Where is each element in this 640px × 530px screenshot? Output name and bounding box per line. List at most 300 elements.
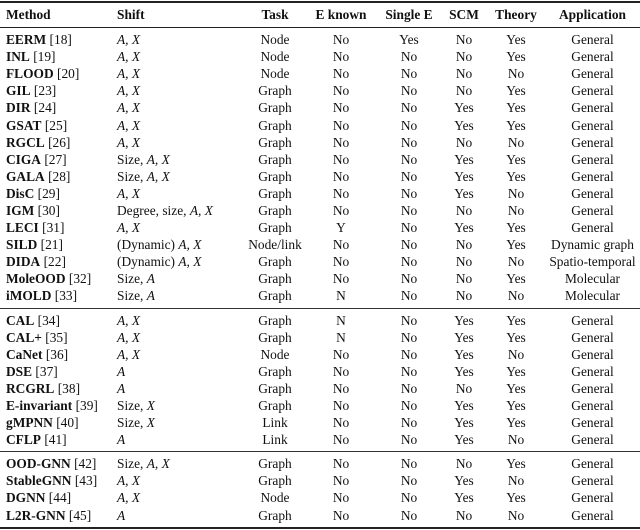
method-name: StableGNN (6, 473, 72, 489)
scm-cell: No (455, 134, 473, 150)
shift-variables: A, X (178, 254, 202, 270)
application-cell: General (571, 346, 614, 362)
theory-cell: Yes (506, 312, 526, 328)
application-cell: General (571, 134, 614, 150)
method-citation: [37] (35, 363, 58, 379)
theory-cell: No (507, 185, 525, 201)
shift-variables: A, X (189, 202, 213, 218)
table-row (0, 397, 640, 414)
task-cell: Graph (258, 151, 292, 167)
task-cell: Node (260, 346, 290, 362)
method-cell (0, 452, 117, 473)
method-citation: [28] (48, 168, 71, 184)
method-citation: [36] (45, 346, 69, 362)
shift-cell (117, 452, 245, 473)
table-row (0, 134, 640, 151)
theory-cell: No (507, 66, 525, 82)
table-row (0, 28, 640, 49)
e-known-cell: No (332, 237, 350, 253)
application-cell: General (571, 415, 614, 431)
scm-cell: No (455, 237, 473, 253)
task-cell: Graph (258, 168, 292, 184)
application-cell: General (571, 507, 614, 523)
application-cell: General (571, 432, 614, 448)
shift-variables: A (117, 507, 126, 523)
method-name: CFLP (6, 432, 41, 448)
shift-variables: A, X (117, 312, 141, 328)
method-cell (0, 489, 117, 506)
shift-prefix: (Dynamic) (117, 237, 179, 253)
method-citation: [43] (74, 473, 98, 489)
method-cell (0, 507, 117, 528)
shift-variables: A (117, 380, 126, 396)
single-e-cell: No (400, 220, 418, 236)
table-row (0, 202, 640, 219)
application-cell: Molecular (564, 271, 621, 287)
application-cell: General (571, 456, 614, 472)
task-cell: Graph (258, 288, 292, 304)
task-cell: Graph (258, 329, 292, 345)
application-cell: General (571, 100, 614, 116)
theory-cell: Yes (506, 398, 526, 414)
single-e-cell: No (400, 363, 418, 379)
task-cell: Graph (258, 456, 292, 472)
method-citation: [30] (37, 202, 60, 218)
shift-prefix: (Dynamic) (117, 254, 179, 270)
table-row (0, 329, 640, 346)
method-name: EERM (6, 32, 47, 48)
method-name: IGM (6, 202, 35, 218)
table-row (0, 185, 640, 202)
shift-variables: A (117, 363, 126, 379)
method-cell (0, 116, 117, 133)
e-known-cell: No (332, 83, 350, 99)
shift-cell (117, 219, 245, 236)
single-e-cell: No (400, 271, 418, 287)
method-citation: [45] (68, 507, 92, 523)
shift-cell (117, 346, 245, 363)
method-citation: [22] (43, 254, 66, 270)
scm-cell: Yes (454, 100, 474, 116)
theory-cell: Yes (506, 168, 526, 184)
shift-variables: A, X (146, 151, 170, 167)
e-known-cell: No (332, 363, 350, 379)
e-known-cell: No (332, 202, 350, 218)
scm-cell: No (455, 254, 473, 270)
header-row (0, 2, 640, 28)
e-known-cell: No (332, 254, 350, 270)
method-name: GSAT (6, 117, 42, 133)
shift-variables: A, X (117, 185, 141, 201)
e-known-cell: No (332, 134, 350, 150)
single-e-cell: No (400, 432, 418, 448)
table-row (0, 414, 640, 431)
shift-cell (117, 472, 245, 489)
shift-cell (117, 48, 245, 65)
application-cell: General (571, 363, 614, 379)
header-method: Method (6, 7, 51, 22)
shift-prefix: Size, (117, 168, 147, 184)
shift-variables: A, X (146, 456, 170, 472)
shift-cell (117, 99, 245, 116)
scm-cell: No (455, 32, 473, 48)
task-cell: Graph (258, 473, 292, 489)
task-cell: Graph (258, 380, 292, 396)
application-cell: Dynamic graph (551, 237, 634, 253)
method-citation: [26] (48, 134, 71, 150)
application-cell: General (571, 66, 614, 82)
application-cell: General (571, 117, 614, 133)
scm-cell: No (455, 66, 473, 82)
method-citation: [38] (57, 380, 81, 396)
method-cell (0, 134, 117, 151)
method-cell (0, 82, 117, 99)
shift-cell (117, 28, 245, 49)
shift-variables: A, X (117, 134, 141, 150)
theory-cell: Yes (506, 271, 526, 287)
e-known-cell: N (336, 288, 346, 304)
application-cell: General (571, 473, 614, 489)
scm-cell: Yes (454, 220, 474, 236)
theory-cell: No (507, 202, 525, 218)
e-known-cell: No (332, 432, 350, 448)
single-e-cell: No (400, 398, 418, 414)
shift-variables: A, X (117, 49, 141, 65)
single-e-cell: No (400, 151, 418, 167)
shift-variables: A, X (117, 346, 141, 362)
method-name: E-invariant (6, 398, 73, 414)
task-cell: Graph (258, 312, 292, 328)
method-cell (0, 253, 117, 270)
table-row (0, 236, 640, 253)
shift-cell (117, 202, 245, 219)
table-row (0, 452, 640, 473)
header-task: Task (261, 7, 289, 22)
method-citation: [18] (49, 32, 72, 48)
single-e-cell: No (400, 346, 418, 362)
single-e-cell: No (400, 100, 418, 116)
method-cell (0, 414, 117, 431)
method-citation: [25] (44, 117, 68, 133)
e-known-cell: N (336, 329, 346, 345)
single-e-cell: No (400, 312, 418, 328)
shift-cell (117, 236, 245, 253)
table-row (0, 346, 640, 363)
e-known-cell: No (332, 32, 350, 48)
single-e-cell: No (400, 237, 418, 253)
shift-cell (117, 151, 245, 168)
table-row (0, 380, 640, 397)
method-citation: [29] (37, 185, 60, 201)
method-citation: [34] (37, 312, 60, 328)
e-known-cell: No (332, 380, 350, 396)
method-name: DSE (6, 363, 33, 379)
e-known-cell: No (332, 49, 350, 65)
table-row (0, 472, 640, 489)
method-citation: [31] (42, 220, 65, 236)
application-cell: General (571, 220, 614, 236)
method-name: iMOLD (6, 288, 52, 304)
shift-variables: A, X (117, 473, 141, 489)
header-application: Application (559, 7, 626, 22)
method-group (0, 452, 640, 528)
shift-cell (117, 65, 245, 82)
single-e-cell: No (400, 202, 418, 218)
method-name: DIDA (6, 254, 41, 270)
application-cell: General (571, 32, 614, 48)
method-name: RCGRL (6, 380, 55, 396)
theory-cell: Yes (506, 151, 526, 167)
single-e-cell: No (400, 185, 418, 201)
method-name: GIL (6, 83, 31, 99)
header-scm: SCM (449, 7, 479, 22)
shift-variables: A, X (117, 329, 141, 345)
application-cell: General (571, 151, 614, 167)
method-cell (0, 270, 117, 287)
e-known-cell: No (332, 346, 350, 362)
shift-variables: A, X (117, 66, 141, 82)
application-cell: General (571, 185, 614, 201)
method-citation: [20] (56, 66, 80, 82)
single-e-cell: No (400, 473, 418, 489)
task-cell: Graph (258, 507, 292, 523)
theory-cell: Yes (506, 380, 526, 396)
shift-variables: A, X (117, 490, 141, 506)
task-cell: Graph (258, 254, 292, 270)
task-cell: Node (260, 66, 290, 82)
e-known-cell: No (332, 168, 350, 184)
application-cell: General (571, 398, 614, 414)
shift-prefix: Size, (117, 151, 147, 167)
application-cell: General (571, 202, 614, 218)
shift-prefix: Size, (117, 456, 147, 472)
shift-cell (117, 329, 245, 346)
shift-variables: A, X (146, 168, 170, 184)
method-name: INL (6, 49, 30, 65)
theory-cell: No (507, 346, 525, 362)
method-name: CIGA (6, 151, 41, 167)
e-known-cell: No (332, 398, 350, 414)
theory-cell: Yes (506, 32, 526, 48)
task-cell: Graph (258, 220, 292, 236)
single-e-cell: No (400, 415, 418, 431)
theory-cell: No (507, 254, 525, 270)
method-cell (0, 431, 117, 452)
method-cell (0, 287, 117, 308)
shift-variables: A, X (117, 220, 141, 236)
method-name: DIR (6, 100, 31, 116)
theory-cell: Yes (506, 363, 526, 379)
application-cell: General (571, 490, 614, 506)
single-e-cell: No (400, 83, 418, 99)
method-citation: [40] (56, 415, 79, 431)
method-name: MoleOOD (6, 271, 66, 287)
task-cell: Node (260, 490, 290, 506)
application-cell: General (571, 312, 614, 328)
shift-prefix: Size, (117, 271, 147, 287)
table-row (0, 151, 640, 168)
shift-prefix: Size, (117, 288, 147, 304)
e-known-cell: No (332, 456, 350, 472)
single-e-cell: No (400, 507, 418, 523)
theory-cell: Yes (506, 456, 526, 472)
method-name: CaNet (6, 346, 43, 362)
shift-prefix: Size, (117, 415, 147, 431)
shift-cell (117, 431, 245, 452)
method-cell (0, 202, 117, 219)
method-cell (0, 308, 117, 329)
single-e-cell: No (400, 49, 418, 65)
shift-variables: X (146, 415, 155, 431)
scm-cell: Yes (454, 117, 474, 133)
method-citation: [35] (45, 329, 68, 345)
shift-cell (117, 253, 245, 270)
scm-cell: Yes (454, 168, 474, 184)
shift-cell (117, 116, 245, 133)
scm-cell: No (455, 380, 473, 396)
method-name: SILD (6, 237, 38, 253)
single-e-cell: No (400, 490, 418, 506)
application-cell: General (571, 49, 614, 65)
scm-cell: No (455, 49, 473, 65)
shift-cell (117, 489, 245, 506)
theory-cell: Yes (506, 329, 526, 345)
single-e-cell: No (400, 456, 418, 472)
method-name: CAL+ (6, 329, 42, 345)
method-cell (0, 329, 117, 346)
shift-variables: A (146, 288, 155, 304)
method-citation: [23] (33, 83, 57, 99)
shift-variables: A, X (117, 117, 141, 133)
table-row (0, 287, 640, 308)
shift-cell (117, 82, 245, 99)
method-name: FLOOD (6, 66, 54, 82)
shift-variables: X (146, 398, 155, 414)
method-citation: [41] (44, 432, 67, 448)
shift-variables: A, X (117, 100, 141, 116)
method-cell (0, 472, 117, 489)
e-known-cell: Y (336, 220, 346, 236)
method-citation: [27] (44, 151, 67, 167)
single-e-cell: No (400, 254, 418, 270)
method-cell (0, 48, 117, 65)
table-row (0, 489, 640, 506)
e-known-cell: No (332, 271, 350, 287)
method-citation: [19] (33, 49, 56, 65)
scm-cell: No (455, 288, 473, 304)
method-citation: [39] (75, 398, 98, 414)
table-row (0, 431, 640, 452)
theory-cell: No (507, 473, 525, 489)
single-e-cell: No (400, 329, 418, 345)
application-cell: Spatio-temporal (549, 254, 636, 270)
theory-cell: Yes (506, 100, 526, 116)
e-known-cell: No (332, 490, 350, 506)
theory-cell: No (507, 288, 525, 304)
method-citation: [44] (48, 490, 72, 506)
scm-cell: Yes (454, 363, 474, 379)
scm-cell: Yes (454, 185, 474, 201)
single-e-cell: Yes (399, 32, 419, 48)
method-name: OOD-GNN (6, 456, 71, 472)
method-name: LECI (6, 220, 39, 236)
table-row (0, 507, 640, 528)
e-known-cell: No (332, 473, 350, 489)
method-name: DGNN (6, 490, 46, 506)
scm-cell: Yes (454, 398, 474, 414)
application-cell: General (571, 380, 614, 396)
table-row (0, 363, 640, 380)
shift-cell (117, 363, 245, 380)
scm-cell: Yes (454, 329, 474, 345)
method-cell (0, 185, 117, 202)
theory-cell: Yes (506, 117, 526, 133)
theory-cell: No (507, 432, 525, 448)
table-row (0, 168, 640, 185)
scm-cell: No (455, 456, 473, 472)
method-cell (0, 219, 117, 236)
method-citation: [24] (33, 100, 57, 116)
shift-cell (117, 380, 245, 397)
shift-cell (117, 397, 245, 414)
shift-variables: A (146, 271, 155, 287)
method-name: DisC (6, 185, 35, 201)
table-row (0, 65, 640, 82)
e-known-cell: No (332, 117, 350, 133)
method-cell (0, 168, 117, 185)
e-known-cell: No (332, 185, 350, 201)
scm-cell: No (455, 271, 473, 287)
method-citation: [21] (40, 237, 63, 253)
scm-cell: Yes (454, 432, 474, 448)
e-known-cell: No (332, 100, 350, 116)
method-citation: [42] (74, 456, 97, 472)
scm-cell: Yes (454, 151, 474, 167)
shift-cell (117, 414, 245, 431)
method-name: RGCL (6, 134, 45, 150)
task-cell: Graph (258, 185, 292, 201)
method-cell (0, 236, 117, 253)
shift-variables: A (117, 432, 126, 448)
shift-variables: A, X (117, 83, 141, 99)
scm-cell: Yes (454, 312, 474, 328)
task-cell: Graph (258, 134, 292, 150)
task-cell: Node (260, 32, 290, 48)
scm-cell: No (455, 83, 473, 99)
scm-cell: No (455, 202, 473, 218)
theory-cell: No (507, 134, 525, 150)
shift-prefix: Degree, size, (117, 202, 190, 218)
theory-cell: Yes (506, 415, 526, 431)
single-e-cell: No (400, 134, 418, 150)
task-cell: Link (262, 415, 288, 431)
theory-cell: Yes (506, 237, 526, 253)
scm-cell: Yes (454, 473, 474, 489)
method-cell (0, 28, 117, 49)
single-e-cell: No (400, 117, 418, 133)
method-cell (0, 151, 117, 168)
method-name: gMPNN (6, 415, 53, 431)
header-e-known: E known (315, 7, 367, 22)
task-cell: Graph (258, 83, 292, 99)
table-row (0, 253, 640, 270)
shift-variables: A, X (178, 237, 202, 253)
table-row (0, 308, 640, 329)
method-citation: [33] (54, 288, 78, 304)
shift-cell (117, 308, 245, 329)
e-known-cell: No (332, 507, 350, 523)
application-cell: General (571, 83, 614, 99)
